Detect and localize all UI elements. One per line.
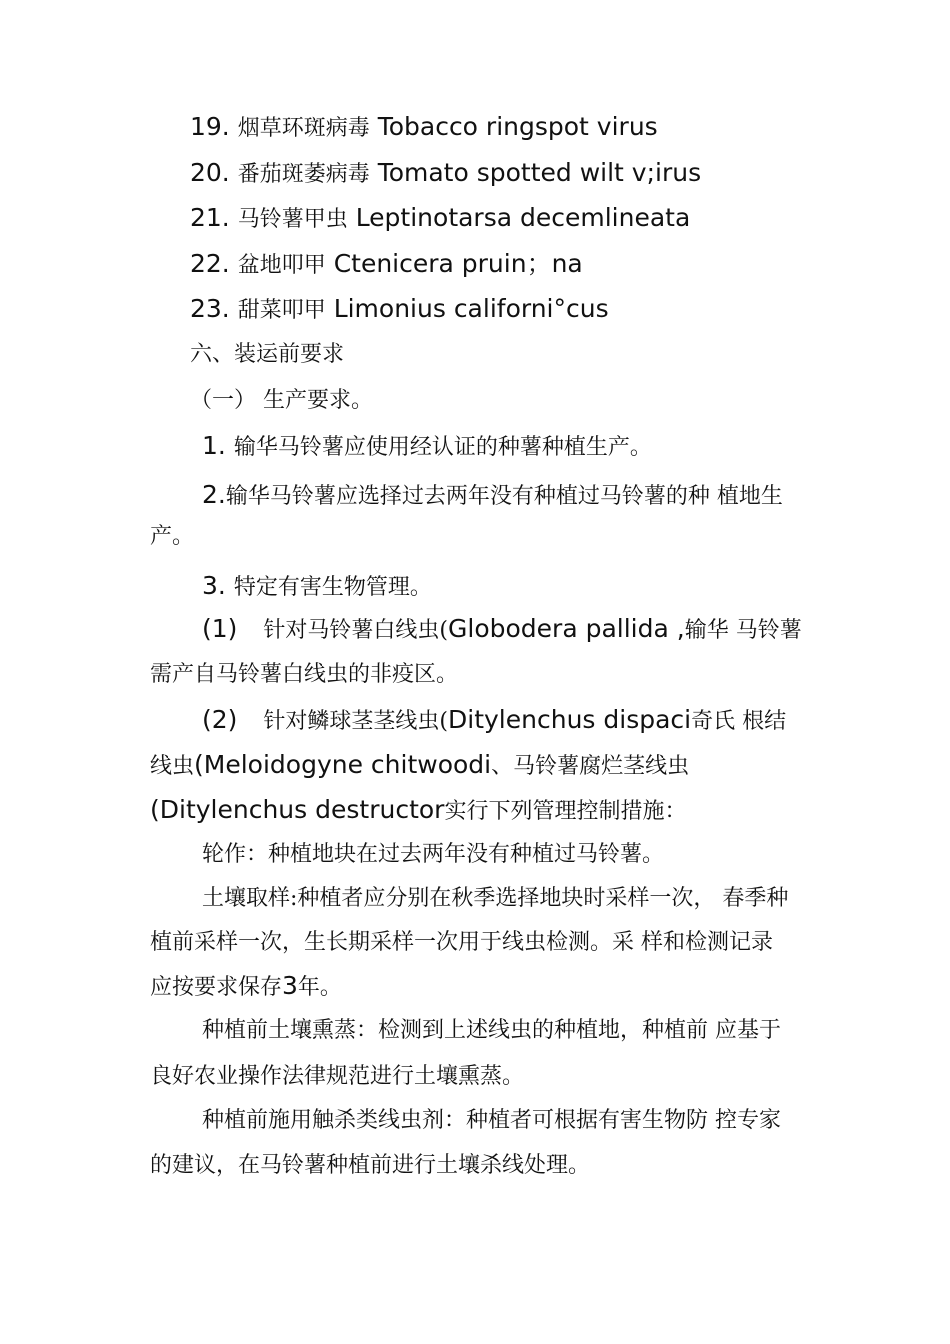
soil-sampling-continuation: 植前采样一次，生长期采样一次用于线虫检测。采 样和检测记录	[150, 930, 773, 955]
pest-latin-name: Tobacco ringspot virus	[377, 112, 658, 141]
paragraph-continuation: 需产自马铃薯白线虫的非疫区。	[150, 662, 459, 687]
pest-latin-name: Ctenicera pruin；na	[333, 249, 583, 278]
item-number: 2.	[202, 480, 226, 509]
item-text: 输华马铃薯应选择过去两年没有种植过马铃薯的种 植地生	[225, 484, 783, 509]
subsection-heading: （一） 生产要求。	[190, 388, 373, 413]
measure-paragraph-1	[202, 614, 802, 646]
paragraph-text: 奇氏 根结	[691, 709, 787, 734]
fumigation-paragraph: 种植前土壤熏蒸：检测到上述线虫的种植地，种植前 应基于	[202, 1018, 781, 1043]
pest-number: 22.	[190, 249, 230, 278]
item-text-continuation: 产。	[150, 524, 195, 549]
paragraph-text: 、马铃薯腐烂茎线虫	[491, 754, 690, 779]
nematicide-continuation: 的建议，在马铃薯种植前进行土壤杀线处理。	[150, 1153, 591, 1178]
pest-number: 20.	[190, 158, 230, 187]
requirement-item-1	[202, 431, 652, 463]
item-text: 特定有害生物管理。	[233, 575, 432, 600]
pest-item-22	[190, 249, 583, 281]
section-heading: 六、装运前要求	[190, 342, 345, 367]
pest-chinese-name: 烟草环斑病毒	[237, 116, 370, 141]
latin-name: (Ditylenchus destructor	[150, 795, 445, 824]
rotation-paragraph: 轮作：种植地块在过去两年没有种植过马铃薯。	[202, 842, 665, 867]
pest-item-23	[190, 294, 609, 326]
latin-name: (Meloidogyne chitwoodi	[194, 750, 492, 779]
paragraph-text: 线虫	[150, 754, 195, 779]
pest-chinese-name: 甜菜叩甲	[237, 298, 326, 323]
soil-sampling-continuation	[150, 971, 342, 1003]
paragraph-text: 实行下列管理控制措施：	[444, 799, 687, 824]
paragraph-text: 输华 马铃薯	[684, 618, 802, 643]
item-number: 1.	[202, 431, 226, 460]
pest-number: 21.	[190, 203, 230, 232]
pest-latin-name: Limonius californi°cus	[333, 294, 609, 323]
pest-chinese-name: 马铃薯甲虫	[237, 207, 348, 232]
latin-name: Globodera pallida ,	[448, 614, 685, 643]
pest-number: 19.	[190, 112, 230, 141]
paragraph-text: 针对马铃薯白线虫(	[263, 618, 449, 643]
nematicide-paragraph: 种植前施用触杀类线虫剂：种植者可根据有害生物防 控专家	[202, 1108, 781, 1133]
pest-item-21	[190, 203, 690, 235]
pest-chinese-name: 盆地叩甲	[237, 253, 326, 278]
item-number: 3.	[202, 571, 226, 600]
paragraph-text: 年。	[297, 975, 342, 1000]
paragraph-text: 应按要求保存	[150, 975, 283, 1000]
fumigation-continuation: 良好农业操作法律规范进行土壤熏蒸。	[150, 1064, 525, 1089]
paragraph-number: (1)	[202, 614, 238, 643]
paragraph-number: (2)	[202, 705, 238, 734]
measure-paragraph-2	[202, 705, 786, 737]
pest-latin-name: Leptinotarsa decemlineata	[355, 203, 691, 232]
soil-sampling-paragraph: 土壤取样:种植者应分别在秋季选择地块时采样一次， 春季种	[202, 886, 789, 911]
requirement-item-2	[202, 480, 783, 512]
requirement-item-3	[202, 571, 432, 603]
item-text: 输华马铃薯应使用经认证的种薯种植生产。	[233, 435, 652, 460]
pest-number: 23.	[190, 294, 230, 323]
pest-latin-name: Tomato spotted wilt v;irus	[377, 158, 702, 187]
paragraph-continuation	[150, 750, 689, 782]
paragraph-text: 针对鳞球茎茎线虫(	[263, 709, 449, 734]
pest-item-19	[190, 112, 658, 144]
pest-chinese-name: 番茄斑萎病毒	[237, 162, 370, 187]
pest-item-20	[190, 158, 701, 190]
paragraph-continuation	[150, 795, 686, 827]
year-count: 3	[282, 971, 298, 1000]
latin-name: Ditylenchus dispaci	[448, 705, 692, 734]
